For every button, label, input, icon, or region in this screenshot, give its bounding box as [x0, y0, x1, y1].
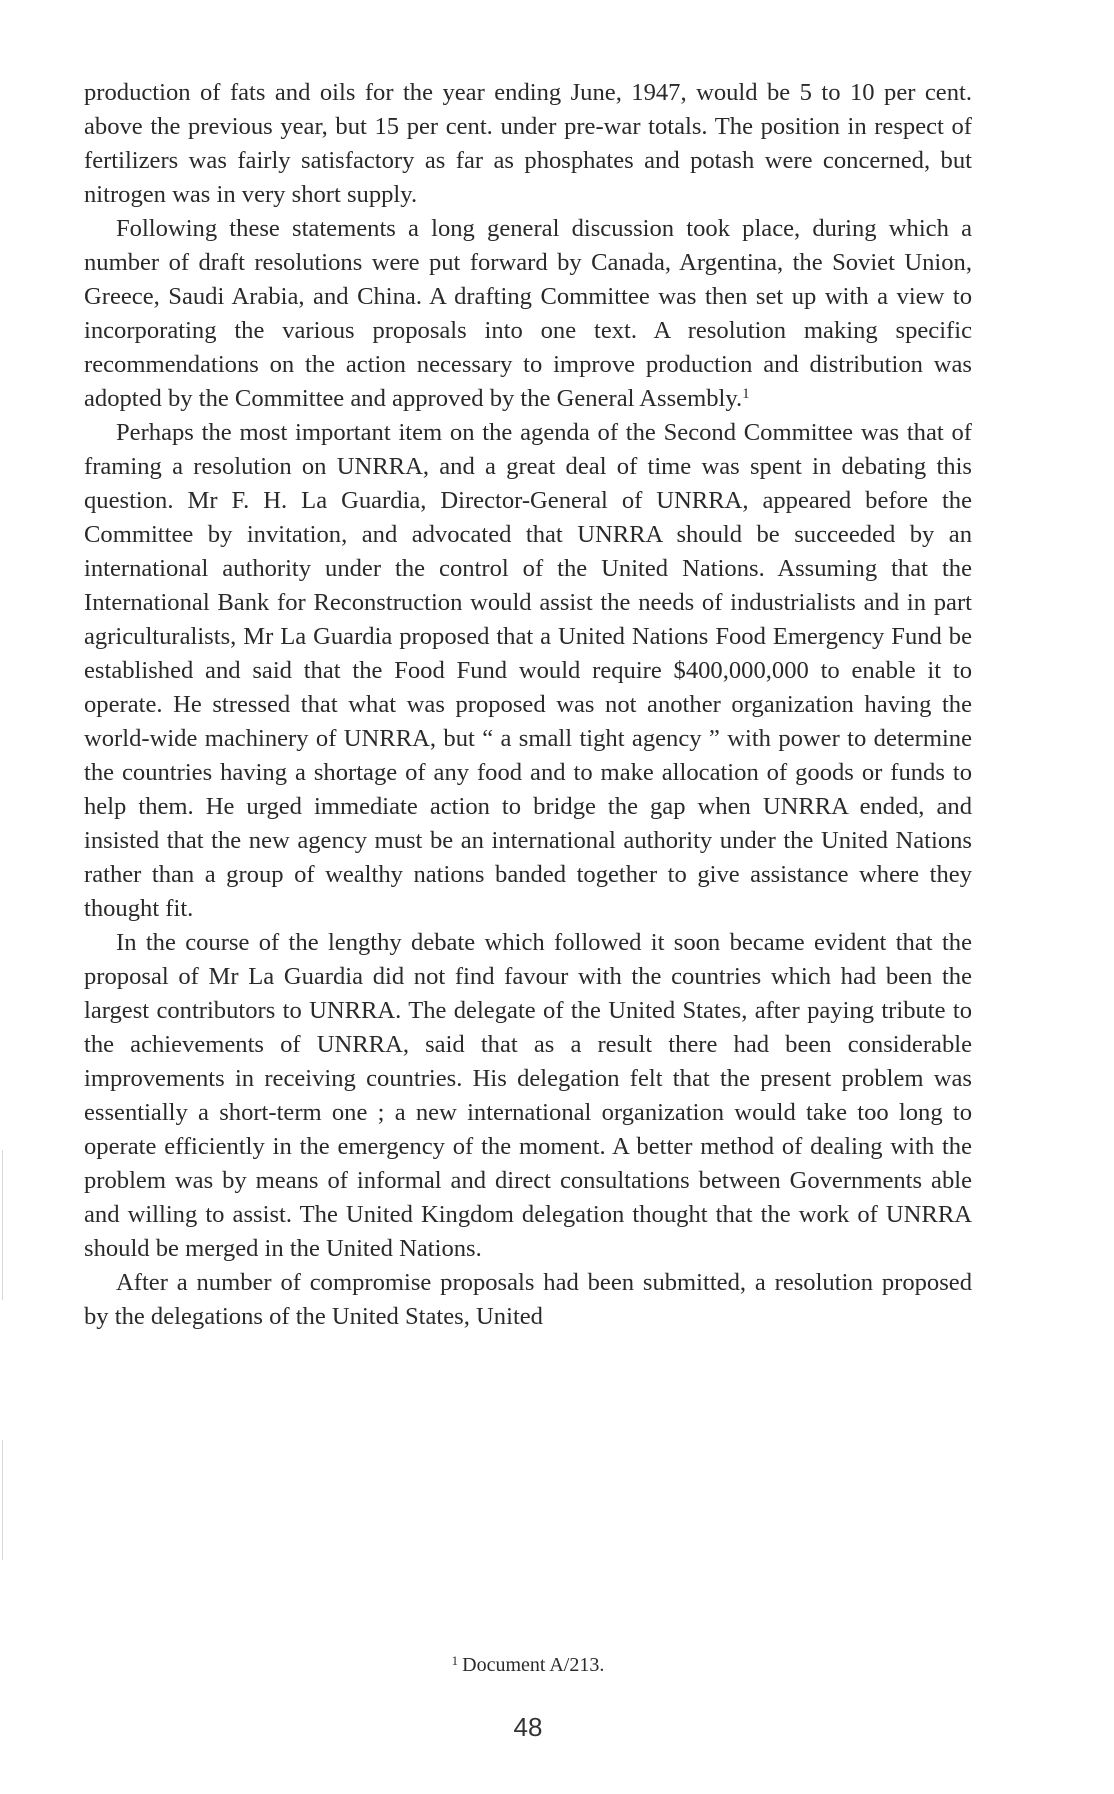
footnote-text: Document A/213.: [462, 1654, 605, 1676]
scan-edge-mark: [2, 1150, 3, 1300]
paragraph-1-text: production of fats and oils for the year ending June, 1947, would be 5 to 10 per cent. above the previous year, but 15 per cent. under pre-war totals. The position in respect of fertilizers was fairly satisfactory as far as phosphates and potash were concerned, but nitrogen was in very short supply.: [84, 79, 972, 208]
body-text: [84, 76, 972, 1334]
scan-edge-mark: [2, 1440, 3, 1560]
paragraph-3-text: Perhaps the most important item on the agenda of the Second Committee was that of framing a resolution on UNRRA, and a great deal of time was spent in debating this question. Mr F. H. La Guardia, Director-General of UNRRA, appeared before the Committee by invitation, and advocated that UNRRA should be succeeded by an international authority under the control of the United Nations. Assuming that the International Bank for Reconstruction would assist the needs of industrialists and in part agriculturalists, Mr La Guardia proposed that a United Nations Food Emergency Fund be established and said that the Food Fund would require $400,000,000 to enable it to operate. He stressed that what was proposed was not another organization having the world-wide machinery of UNRRA, but “ a small tight agency ” with power to determine the countries having a shortage of any food and to make allocation of goods or funds to help them. He urged immediate action to bridge the gap when UNRRA ended, and insisted that the new agency must be an international authority under the United Nations rather than a group of wealthy nations banded together to give assistance where they thought fit.: [84, 419, 972, 922]
paragraph-5: [84, 1266, 972, 1334]
page-number: 48: [513, 1712, 543, 1742]
paragraph-3: [84, 416, 972, 926]
paragraph-4-text: In the course of the lengthy debate which followed it soon became evident that the proposal of Mr La Guardia did not find favour with the countries which had been the largest contributors to UNRRA. The delegate of the United States, after paying tribute to the achievements of UNRRA, said that as a result there had been considerable improvements in receiving countries. His delegation felt that the present problem was essentially a short-term one ; a new international organization would take too long to operate efficiently in the emergency of the moment. A better method of dealing with the problem was by means of informal and direct consultations between Governments able and willing to assist. The United Kingdom delegation thought that the work of UNRRA should be merged in the United Nations.: [84, 929, 972, 1262]
footnote: [84, 1652, 972, 1678]
paragraph-5-text: After a number of compromise proposals had been submitted, a resolution proposed by the delegations of the United States, United: [84, 1269, 972, 1330]
paragraph-1: [84, 76, 972, 212]
paragraph-2: [84, 212, 972, 416]
footnote-reference: 1: [742, 386, 750, 402]
paragraph-4: [84, 926, 972, 1266]
footnote-marker: 1: [451, 1653, 459, 1668]
paragraph-2-text: Following these statements a long general discussion took place, during which a number of draft resolutions were put forward by Canada, Argentina, the Soviet Union, Greece, Saudi Arabia, and China. A drafting Committee was then set up with a view to incorporating the various proposals into one text. A resolution making specific recommendations on the action necessary to improve production and distribution was adopted by the Committee and approved by the General Assembly.: [84, 215, 972, 412]
